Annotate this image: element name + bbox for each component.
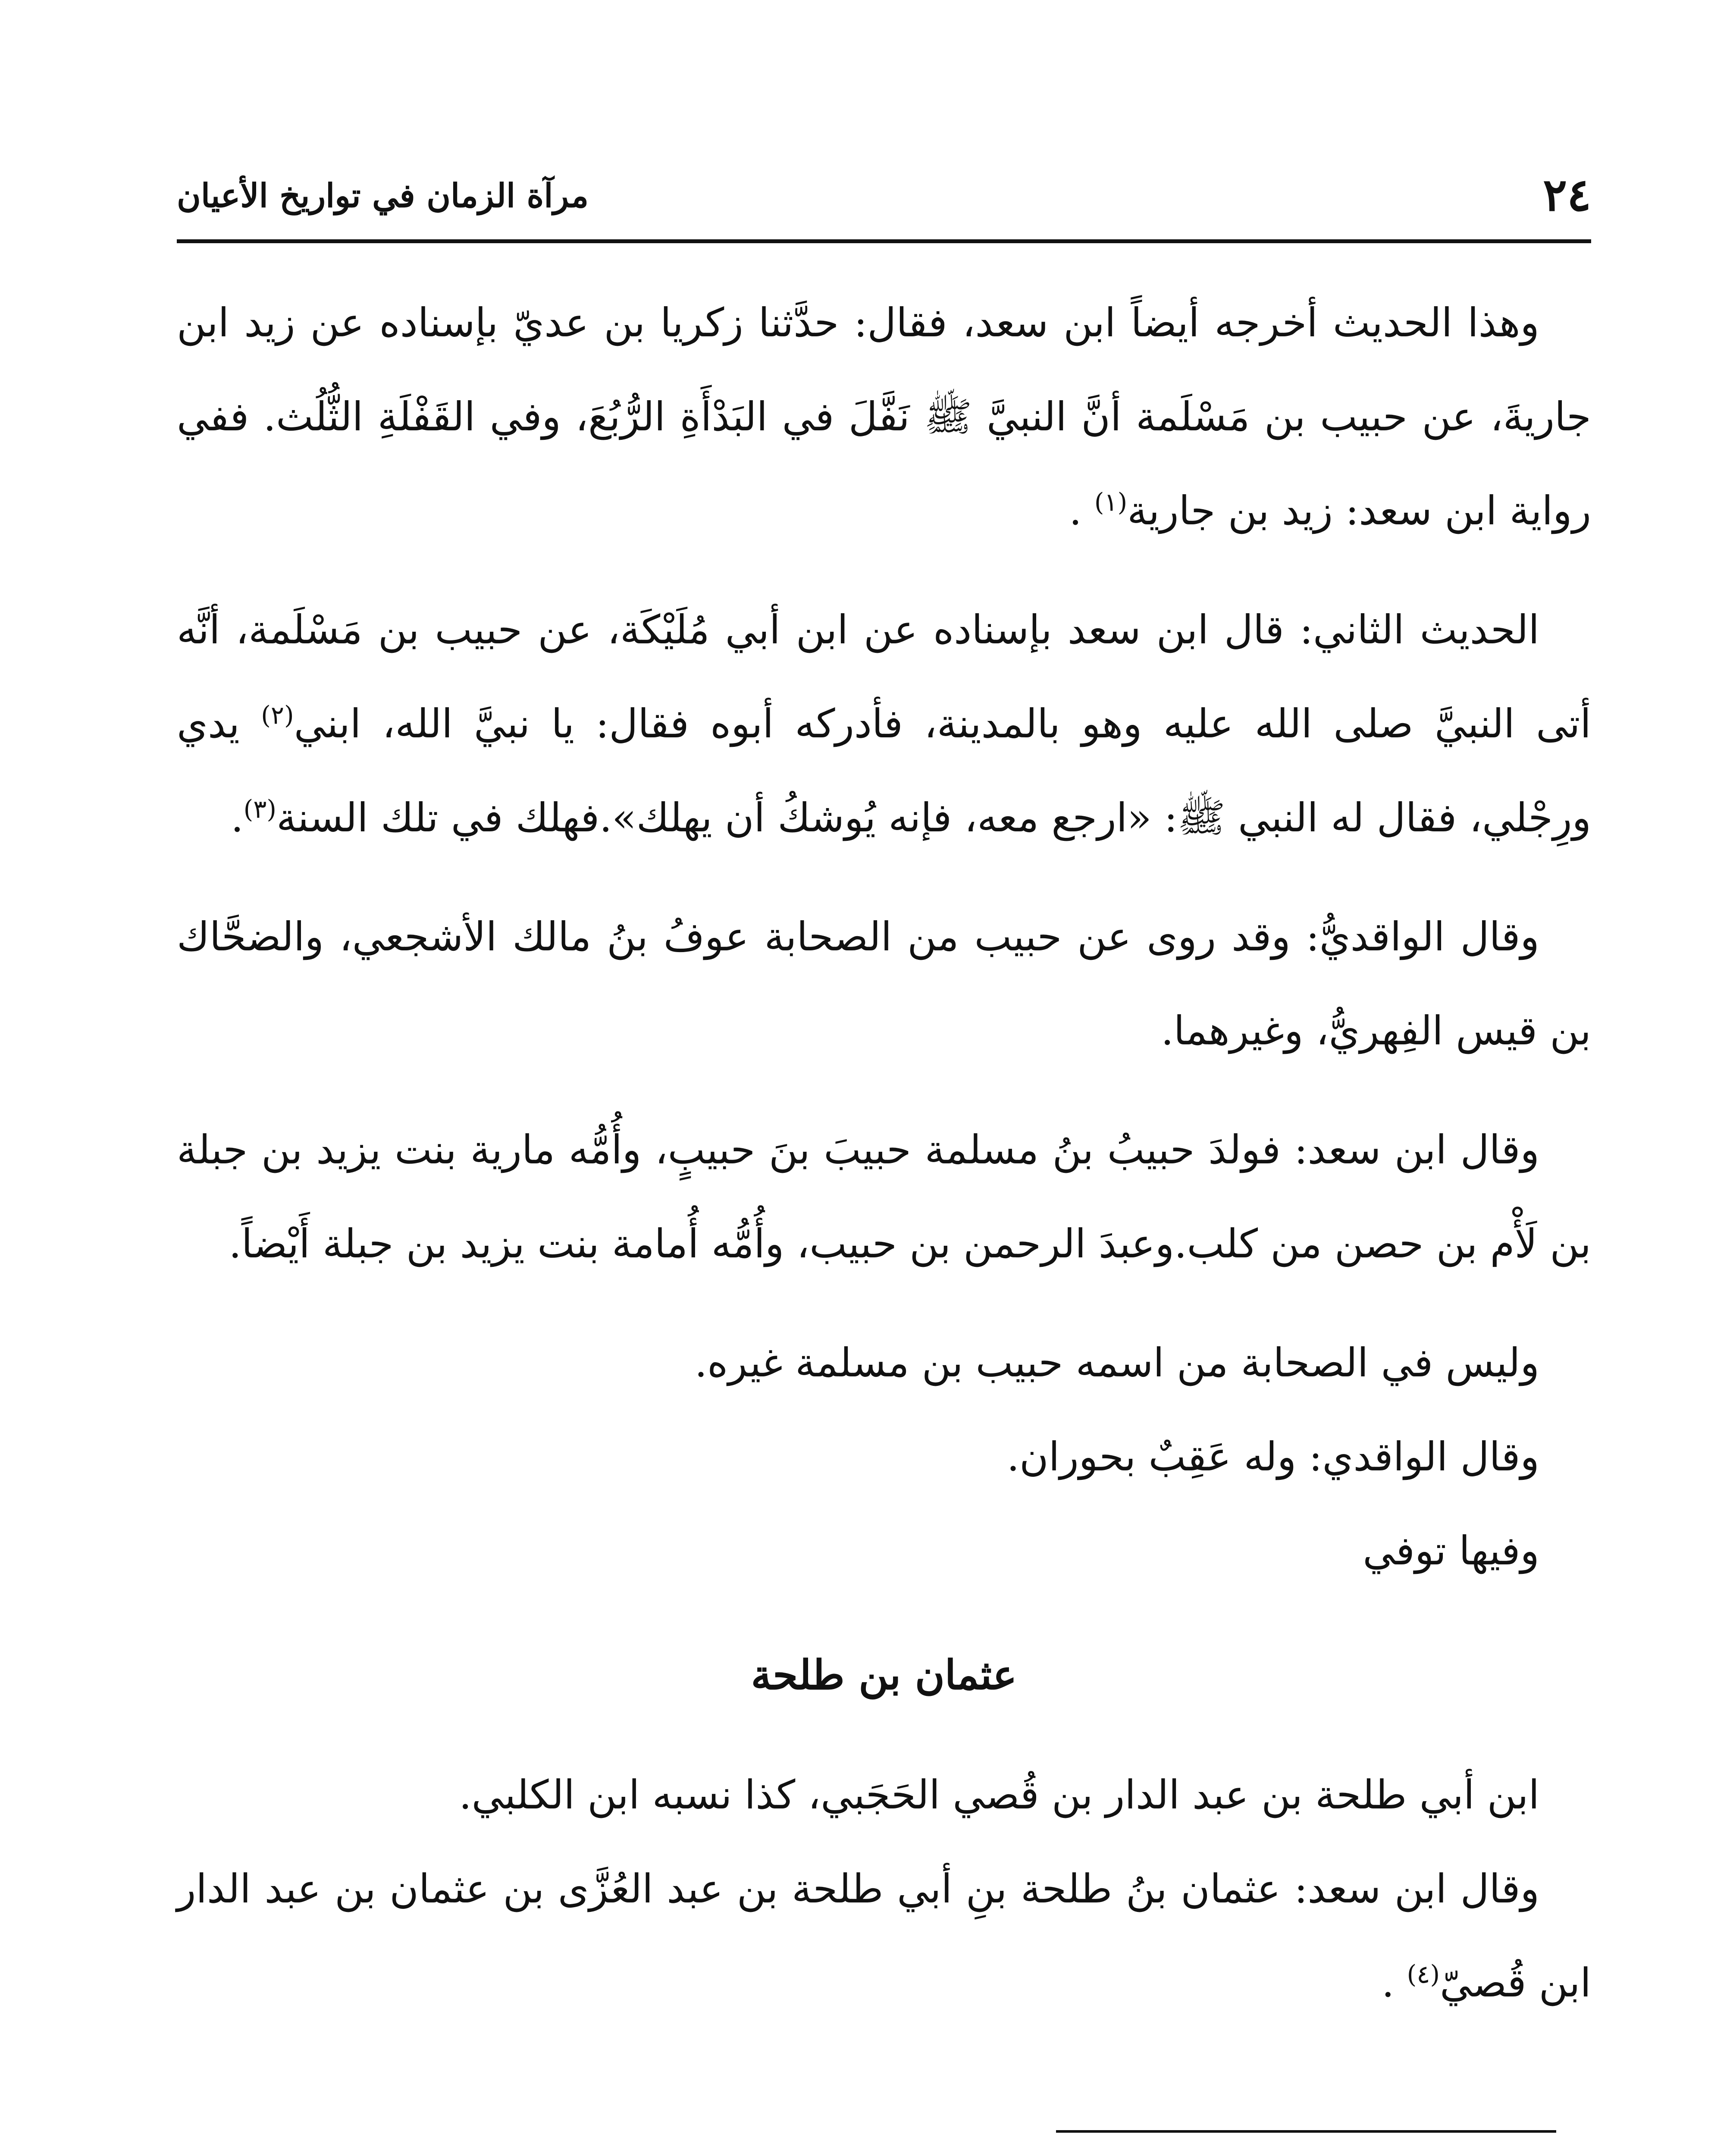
footnote-ref-2: (٢) (261, 700, 294, 730)
paragraph-unique-name: وليس في الصحابة من اسمه حبيب بن مسلمة غيره. (694, 1340, 1539, 1386)
running-header (177, 164, 1591, 224)
paragraph-descendants: وقال الواقدي: وله عَقِبٌ بحوران. (1006, 1434, 1539, 1480)
footnote-ref-3: (٣) (243, 794, 277, 824)
header-rule (177, 239, 1591, 243)
page-number: ٢٤ (1543, 168, 1591, 221)
footnote-1 (177, 2152, 1591, 2156)
paragraph-ibn-saad-lineage: وقال ابن سعد: عثمان بنُ طلحة بنِ أبي طلحة بن عبد العُزَّى بن عثمان بن عبد الدار ابن قُصيّ$^{(٤)}$ . (177, 1866, 1591, 2006)
paragraph-died-this-year: وفيها توفي (1363, 1528, 1539, 1574)
footnotes (177, 2152, 1591, 2156)
footnote-rule (1056, 2130, 1556, 2133)
paragraph-hadith-ibn-saad: وهذا الحديث أخرجه أيضاً ابن سعد، فقال: حدَّثنا زكريا بن عديّ بإسناده عن زيد ابن جاريةَ، عن حبيب بن مَسْلَمة أنَّ النبيَّ ﷺ نَفَّلَ في البَدْأَةِ الرُّبُعَ، وفي القَفْلَةِ الثُّلُث. ففي رواية ابن سعد: زيد بن جارية$^{(١)}$ . (177, 300, 1591, 534)
main-text (177, 276, 1591, 2055)
paragraph-waqidi-narrators: وقال الواقديُّ: وقد روى عن حبيب من الصحابة عوفُ بنُ مالك الأشجعي، والضحَّاك بن قيس الفِهريُّ، وغيرهما. (177, 914, 1591, 1054)
paragraph-second-hadith: الحديث الثاني: قال ابن سعد بإسناده عن ابن أبي مُلَيْكَة، عن حبيب بن مَسْلَمة، أنَّه أتى النبيَّ صلى الله عليه وهو بالمدينة، فأدركه أبوه فقال: يا نبيَّ الله، ابني$^{(٢)}$ يدي ورِجْلي، فقال له النبي ﷺ: «ارجع معه، فإنه يُوشكُ أن يهلك».فهلك في تلك السنة$^{(٣)}$. (177, 607, 1591, 841)
section-title: عثمان بن طلحة (751, 1651, 1017, 1699)
footnote-ref-1: (١) (1094, 487, 1128, 517)
paragraph-children: وقال ابن سعد: فولدَ حبيبُ بنُ مسلمة حبيبَ بنَ حبيبٍ، وأُمُّه مارية بنت يزيد بن جبلة بن لَأْم بن حصن من كلب.وعبدَ الرحمن بن حبيب، وأُمُّه أُمامة بنت يزيد بن جبلة أَيْضاً. (177, 1127, 1591, 1267)
running-title: مرآة الزمان في تواريخ الأعيان (177, 176, 589, 215)
paragraph-lineage: ابن أبي طلحة بن عبد الدار بن قُصي الحَجَبي، كذا نسبه ابن الكلبي. (459, 1772, 1539, 1818)
footnote-ref-4: (٤) (1407, 1959, 1440, 1989)
